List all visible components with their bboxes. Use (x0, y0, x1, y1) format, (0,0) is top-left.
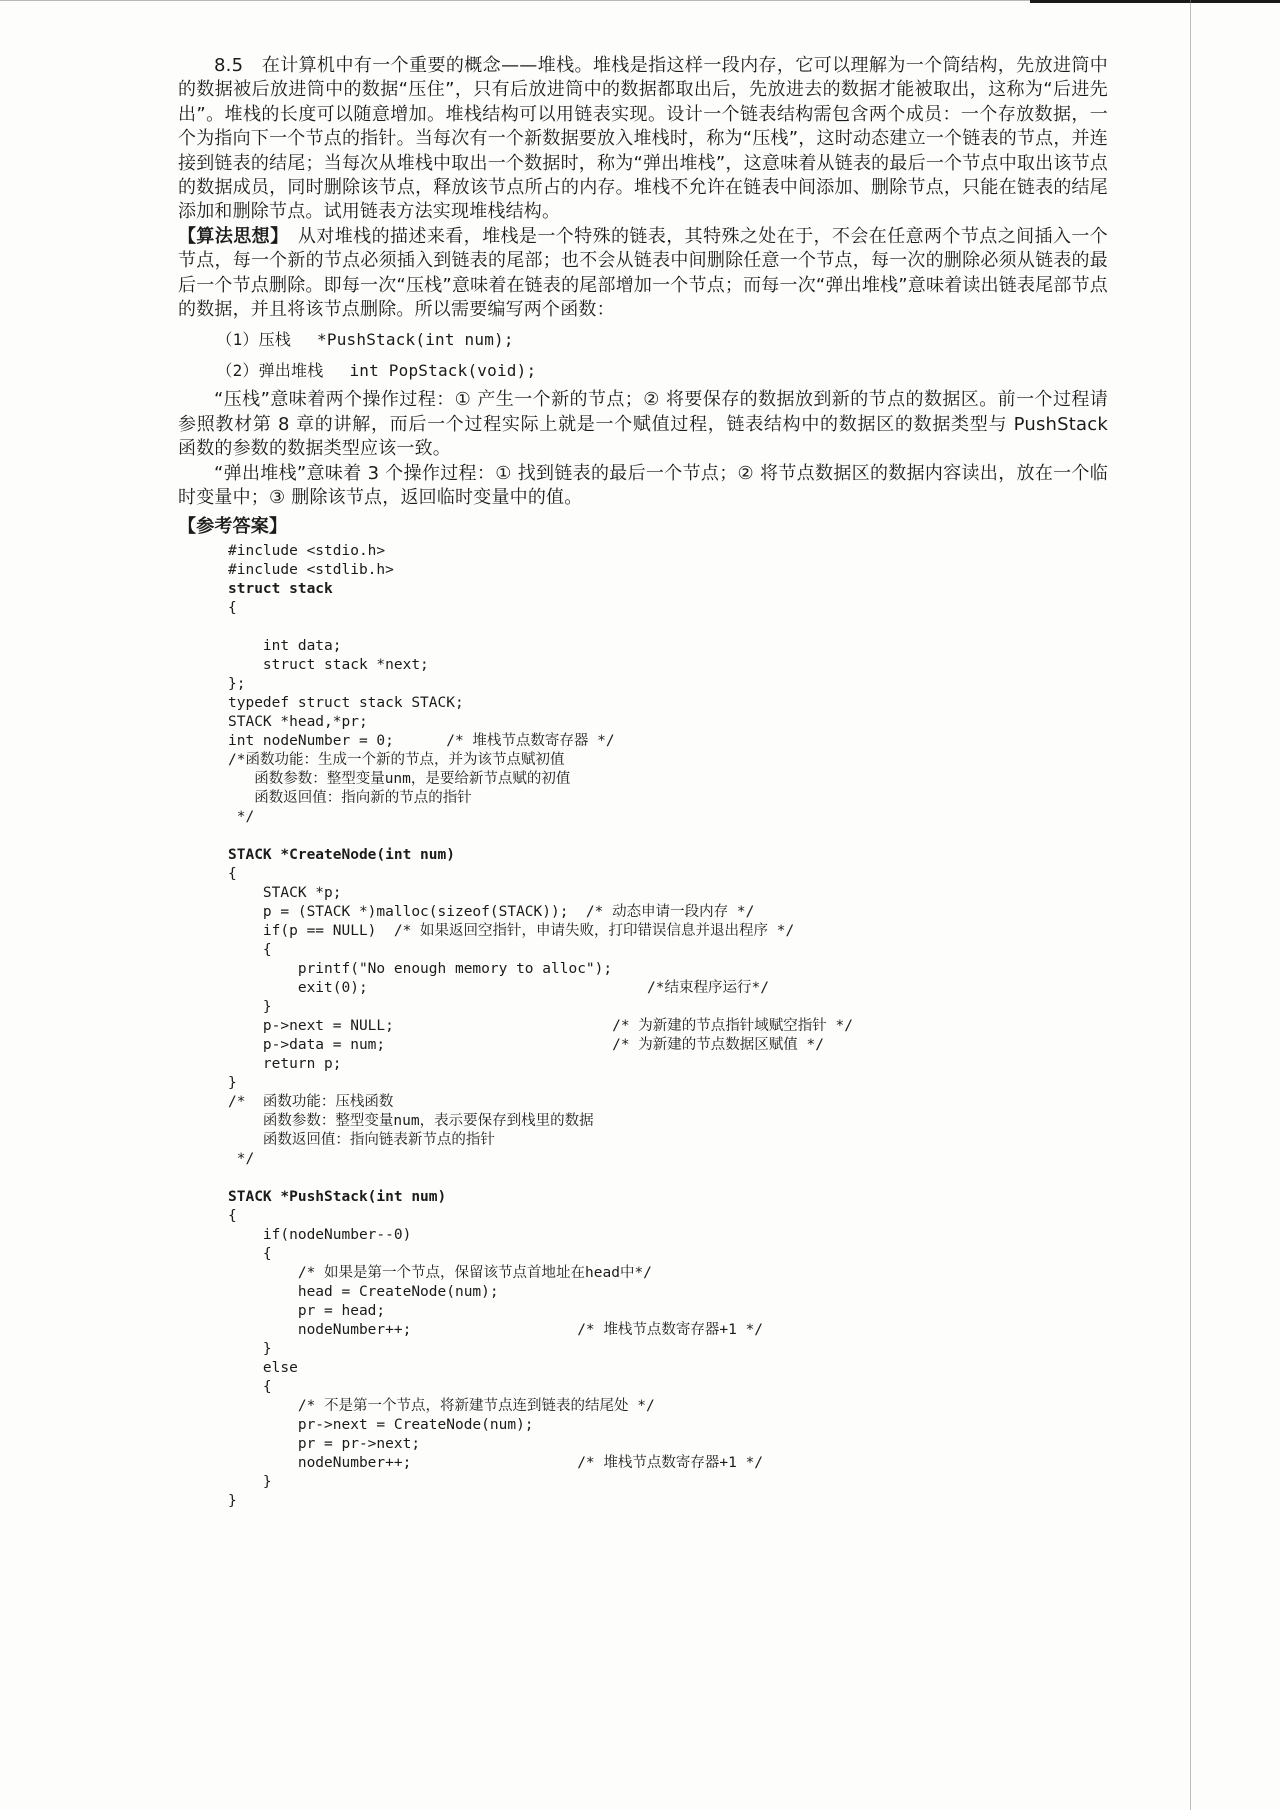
algorithm-idea-label: 【算法思想】 (178, 225, 280, 247)
code-block (228, 542, 1108, 1511)
code-line: struct stack *next; (228, 656, 429, 673)
function-item-push: （1）压栈 *PushStack(int num); (216, 330, 514, 350)
code-line: int data; (228, 637, 342, 654)
code-line: { (228, 1207, 237, 1224)
code-line: */ (228, 1150, 255, 1167)
paragraph-push-explanation: “压栈”意味着两个操作过程：① 产生一个新的节点；② 将要保存的数据放到新的节点的数据区。前一个过程请参照教材第 8 章的讲解，而后一个过程实际上就是一个赋值过程，链表结构中的数据区的数据类型与 PushStack 函数的参数的数据类型应该一致。 (178, 389, 1108, 460)
paragraph-algorithm-idea (178, 225, 1108, 323)
code-line (228, 618, 1108, 637)
code-line: #include <stdlib.h> (228, 561, 394, 578)
code-line: */ (228, 808, 255, 825)
code-line: } (228, 998, 272, 1015)
code-line: 函数返回值：指向新的节点的指针 (228, 789, 472, 806)
code-line: STACK *head,*pr; (228, 713, 368, 730)
code-line: } (228, 1074, 237, 1091)
code-line: /* 不是第一个节点，将新建节点连到链表的结尾处 */ (228, 1397, 655, 1414)
code-line: { (228, 1378, 272, 1395)
code-line: /* 如果是第一个节点，保留该节点首地址在head中*/ (228, 1264, 652, 1281)
algorithm-idea-text: 从对堆栈的描述来看，堆栈是一个特殊的链表，其特殊之处在于，不会在任意两个节点之间插入一个节点，每一个新的节点必须插入到链表的尾部；也不会从链表中间删除任意一个节点，每一次的删除必须从链表的最后一个节点删除。即每一次“压栈”意味着在链表的尾部增加一个节点；而每一次“弹出堆栈”意味着读出链表尾部节点的数据，并且将该节点删除。所以需要编写两个函数： (178, 225, 1108, 321)
code-line: nodeNumber++; /* 堆栈节点数寄存器+1 */ (228, 1321, 764, 1338)
code-line: 函数参数：整型变量unm，是要给新节点赋的初值 (228, 770, 571, 787)
code-line: #include <stdio.h> (228, 542, 386, 559)
code-line: } (228, 1492, 237, 1509)
function-item-pop: （2）弹出堆栈 int PopStack(void); (216, 361, 537, 381)
code-line: { (228, 1245, 272, 1262)
code-line: pr = pr->next; (228, 1435, 421, 1452)
code-line: if(nodeNumber--0) (228, 1226, 412, 1243)
code-line: 函数返回值：指向链表新节点的指针 (228, 1131, 495, 1148)
code-line (228, 827, 1108, 846)
code-line: } (228, 1340, 272, 1357)
code-line: 函数参数：整型变量num，表示要保存到栈里的数据 (228, 1112, 594, 1129)
code-line (228, 1169, 1108, 1188)
code-line: /*函数功能：生成一个新的节点，并为该节点赋初值 (228, 751, 565, 768)
code-line: { (228, 941, 272, 958)
code-line: if(p == NULL) /* 如果返回空指针，申请失败，打印错误信息并退出程序 */ (228, 922, 795, 939)
scan-artifact-right-edge (1190, 0, 1191, 1810)
code-line: pr = head; (228, 1302, 386, 1319)
code-line: p = (STACK *)malloc(sizeof(STACK)); /* 动态申请一段内存 */ (228, 903, 755, 920)
code-line: typedef struct stack STACK; (228, 694, 464, 711)
code-line: } (228, 1473, 272, 1490)
code-line: pr->next = CreateNode(num); (228, 1416, 534, 1433)
code-line: else (228, 1359, 298, 1376)
code-line: STACK *p; (228, 884, 342, 901)
code-line: STACK *PushStack(int num) (228, 1188, 447, 1205)
code-line: p->data = num; /* 为新建的节点数据区赋值 */ (228, 1036, 824, 1053)
code-line: STACK *CreateNode(int num) (228, 846, 455, 863)
code-line: /* 函数功能：压栈函数 (228, 1093, 394, 1110)
paragraph-problem-statement: 8.5 在计算机中有一个重要的概念——堆栈。堆栈是指这样一段内存，它可以理解为一个筒结构，先放进筒中的数据被后放进筒中的数据“压住”，只有后放进筒中的数据都取出后，先放进去的数据才能被取出，这称为“后进先出”。堆栈的长度可以随意增加。堆栈结构可以用链表实现。设计一个链表结构需包含两个成员：一个存放数据，一个为指向下一个节点的指针。当每次有一个新数据要放入堆栈时，称为“压栈”，这时动态建立一个链表的节点，并连接到链表的结尾；当每次从堆栈中取出一个数据时，称为“弹出堆栈”，这意味着从链表的最后一个节点中取出该节点的数据成员，同时删除该节点，释放该节点所占的内存。堆栈不允许在链表中间添加、删除节点，只能在链表的结尾添加和删除节点。试用链表方法实现堆栈结构。 (178, 55, 1108, 223)
code-line: exit(0); /*结束程序运行*/ (228, 979, 769, 996)
code-line: { (228, 865, 237, 882)
paragraph-pop-explanation: “弹出堆栈”意味着 3 个操作过程：① 找到链表的最后一个节点；② 将节点数据区的数据内容读出，放在一个临时变量中；③ 删除该节点，返回临时变量中的值。 (178, 462, 1108, 509)
code-line: nodeNumber++; /* 堆栈节点数寄存器+1 */ (228, 1454, 764, 1471)
code-line: { (228, 599, 237, 616)
code-line: struct stack (228, 580, 333, 597)
code-line: }; (228, 675, 246, 692)
code-line: int nodeNumber = 0; /* 堆栈节点数寄存器 */ (228, 732, 615, 749)
page-content (178, 54, 1108, 1511)
code-line: head = CreateNode(num); (228, 1283, 499, 1300)
scan-artifact-top-edge (1030, 0, 1280, 3)
answer-heading: 【参考答案】 (178, 515, 288, 537)
code-line: printf("No enough memory to alloc"); (228, 960, 613, 977)
code-line: return p; (228, 1055, 342, 1072)
code-line: p->next = NULL; /* 为新建的节点指针域赋空指针 */ (228, 1017, 853, 1034)
